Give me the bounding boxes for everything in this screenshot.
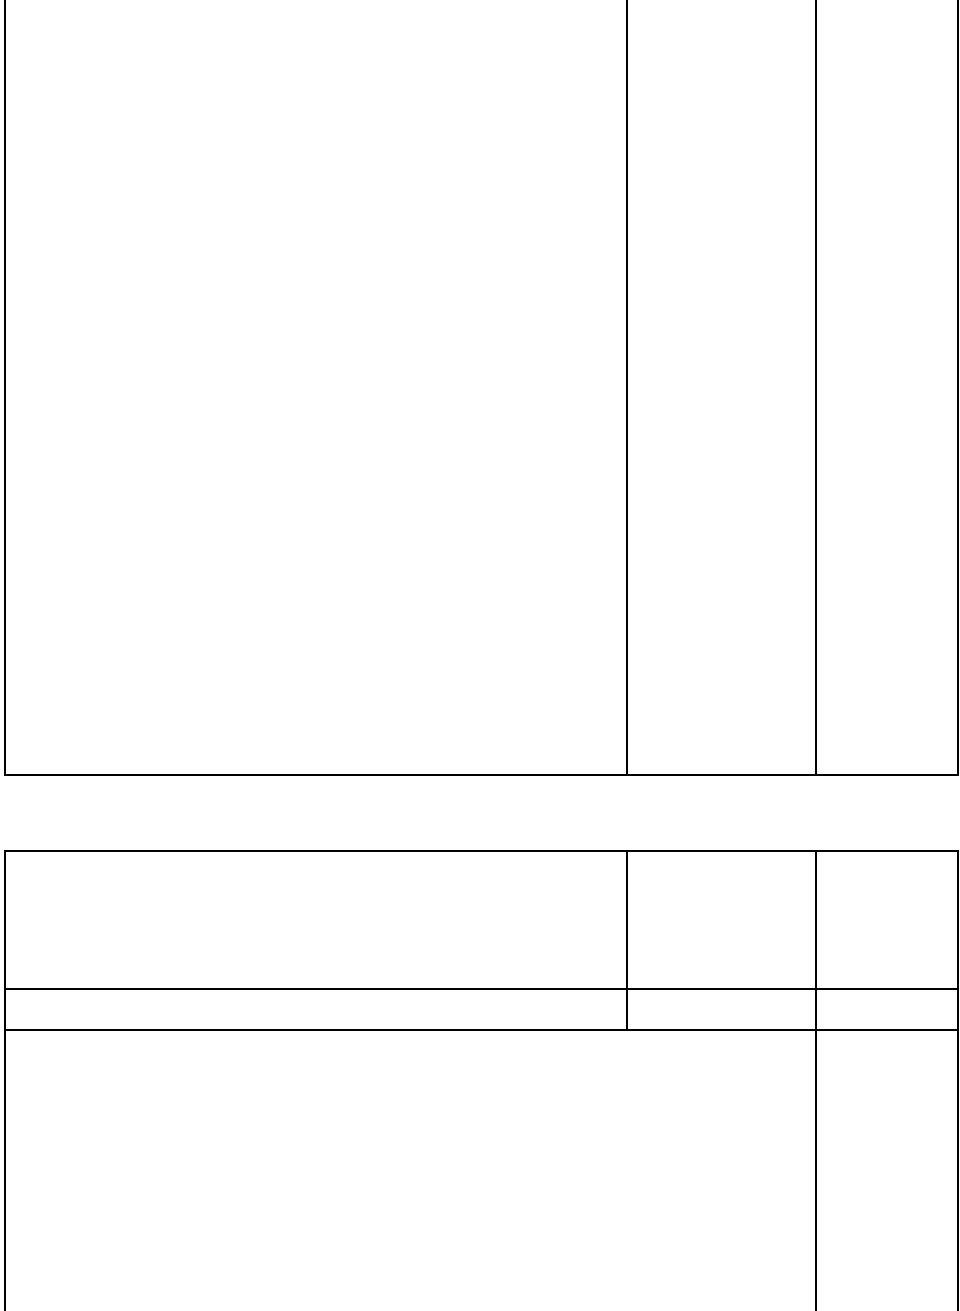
fungi-header-col1 [6,852,626,988]
top-table-bottom-border [4,774,959,776]
column-number-3 [817,990,957,1029]
top-table-left-border [4,0,6,776]
fungi-table-right-border [957,850,959,1311]
fungi-header-col2 [628,852,815,988]
top-table-right-border [957,0,959,776]
fungi-table-numbers-border [4,1029,959,1031]
top-table-divider-2 [815,0,817,776]
column-number-2 [628,990,815,1029]
top-table-divider-1 [626,0,628,776]
fungi-header-col3 [817,852,957,952]
column-number-1 [6,990,626,1029]
